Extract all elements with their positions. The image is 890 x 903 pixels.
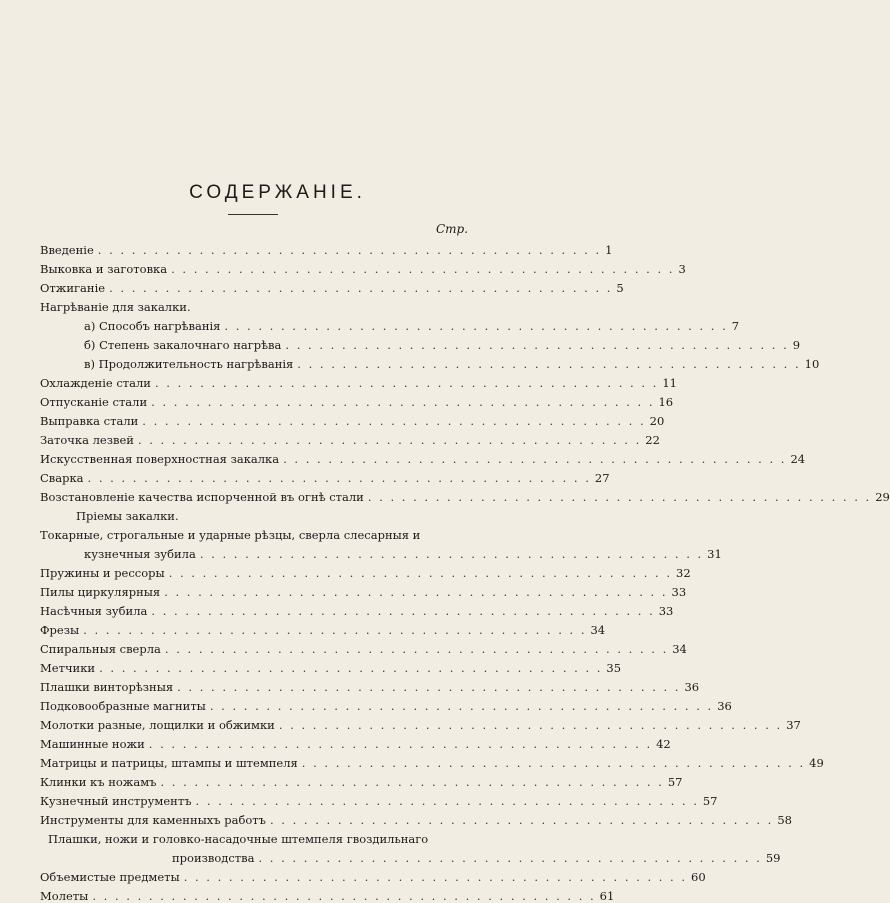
toc-entry: Выправка стали . . . . . . . . . . . . . . . . . . . . . . . . . . . . . . . . . . . . . . . . . . . . . 20 bbox=[40, 414, 665, 428]
toc-entry: Молеты . . . . . . . . . . . . . . . . . . . . . . . . . . . . . . . . . . . . . . . . . . . . . 61 bbox=[40, 889, 615, 903]
toc-entry: Пилы циркулярныя . . . . . . . . . . . . . . . . . . . . . . . . . . . . . . . . . . . . . . . . . . . . . 33 bbox=[40, 585, 687, 599]
toc-entry: б) Степень закалочнаго нагрѣва . . . . . . . . . . . . . . . . . . . . . . . . . . . . . . . . . . . . . . . . . . . . . 9 bbox=[84, 338, 801, 352]
toc-entry: Насѣчныя зубила . . . . . . . . . . . . . . . . . . . . . . . . . . . . . . . . . . . . . . . . . . . . . 33 bbox=[40, 604, 674, 618]
toc-entry: Пружины и рессоры . . . . . . . . . . . . . . . . . . . . . . . . . . . . . . . . . . . . . . . . . . . . . 32 bbox=[40, 566, 691, 580]
title-rule bbox=[228, 214, 278, 215]
toc-entry: Объемистые предметы . . . . . . . . . . . . . . . . . . . . . . . . . . . . . . . . . . . . . . . . . . . . . 60 bbox=[40, 870, 706, 884]
toc-section-heading: Пріемы закалки. bbox=[76, 509, 179, 523]
toc-entry: Клинки къ ножамъ . . . . . . . . . . . . . . . . . . . . . . . . . . . . . . . . . . . . . . . . . . . . . 57 bbox=[40, 775, 683, 789]
toc-entry: Спиральныя сверла . . . . . . . . . . . . . . . . . . . . . . . . . . . . . . . . . . . . . . . . . . . . . 34 bbox=[40, 642, 687, 656]
toc-section-heading: Нагрѣваніе для закалки. bbox=[40, 300, 191, 314]
toc-entry: Искусственная поверхностная закалка . . . . . . . . . . . . . . . . . . . . . . . . . . . . . . . . . . . . . . . . . . . . . 24 bbox=[40, 452, 806, 466]
toc-entry: Отпусканіе стали . . . . . . . . . . . . . . . . . . . . . . . . . . . . . . . . . . . . . . . . . . . . . 16 bbox=[40, 395, 674, 409]
toc-entry-wrapped: Токарные, строгальные и ударные рѣзцы, сверла слесарныя и кузнечныя зубила . . . . . . . . . . . . . . . . . . . . . . . . . . . . . . . . . . . . . . . . . . . . . 31 bbox=[40, 528, 722, 561]
toc-entry: Машинные ножи . . . . . . . . . . . . . . . . . . . . . . . . . . . . . . . . . . . . . . . . . . . . . 42 bbox=[40, 737, 671, 751]
table-of-contents bbox=[40, 238, 890, 903]
toc-entry: Возстановленіе качества испорченной въ огнѣ стали . . . . . . . . . . . . . . . . . . . . . . . . . . . . . . . . . . . . . . . . . . . . . 29 bbox=[40, 490, 890, 504]
page-column-header: Стр. bbox=[436, 222, 469, 236]
toc-entry: Метчики . . . . . . . . . . . . . . . . . . . . . . . . . . . . . . . . . . . . . . . . . . . . . 35 bbox=[40, 661, 622, 675]
toc-entry-wrapped: Плашки, ножи и головко-насадочные штемпеля гвоздильнаго производства . . . . . . . . . . . . . . . . . . . . . . . . . . . . . . . . . . . . . . . . . . . . . 59 bbox=[48, 832, 781, 865]
toc-entry: Кузнечный инструментъ . . . . . . . . . . . . . . . . . . . . . . . . . . . . . . . . . . . . . . . . . . . . . 57 bbox=[40, 794, 718, 808]
toc-entry: Плашки винторѣзныя . . . . . . . . . . . . . . . . . . . . . . . . . . . . . . . . . . . . . . . . . . . . . 36 bbox=[40, 680, 700, 694]
toc-entry: Инструменты для каменныхъ работъ . . . . . . . . . . . . . . . . . . . . . . . . . . . . . . . . . . . . . . . . . . . . . 58 bbox=[40, 813, 792, 827]
toc-entry: Выковка и заготовка . . . . . . . . . . . . . . . . . . . . . . . . . . . . . . . . . . . . . . . . . . . . . 3 bbox=[40, 262, 686, 276]
toc-entry: Заточка лезвей . . . . . . . . . . . . . . . . . . . . . . . . . . . . . . . . . . . . . . . . . . . . . 22 bbox=[40, 433, 660, 447]
toc-entry: а) Способъ нагрѣванія . . . . . . . . . . . . . . . . . . . . . . . . . . . . . . . . . . . . . . . . . . . . . 7 bbox=[84, 319, 740, 333]
toc-entry: Матрицы и патрицы, штампы и штемпеля . . . . . . . . . . . . . . . . . . . . . . . . . . . . . . . . . . . . . . . . . . . . . 49 bbox=[40, 756, 824, 770]
toc-entry: Охлажденіе стали . . . . . . . . . . . . . . . . . . . . . . . . . . . . . . . . . . . . . . . . . . . . . 11 bbox=[40, 376, 677, 390]
toc-entry: Введеніе . . . . . . . . . . . . . . . . . . . . . . . . . . . . . . . . . . . . . . . . . . . . . 1 bbox=[40, 243, 613, 257]
toc-entry: Подковообразные магниты . . . . . . . . . . . . . . . . . . . . . . . . . . . . . . . . . . . . . . . . . . . . . 36 bbox=[40, 699, 732, 713]
toc-entry: Отжиганіе . . . . . . . . . . . . . . . . . . . . . . . . . . . . . . . . . . . . . . . . . . . . . 5 bbox=[40, 281, 624, 295]
toc-entry: в) Продолжительность нагрѣванія . . . . . . . . . . . . . . . . . . . . . . . . . . . . . . . . . . . . . . . . . . . . . 10 bbox=[84, 357, 820, 371]
toc-entry: Молотки разные, лощилки и обжимки . . . . . . . . . . . . . . . . . . . . . . . . . . . . . . . . . . . . . . . . . . . . . 37 bbox=[40, 718, 801, 732]
toc-entry: Сварка . . . . . . . . . . . . . . . . . . . . . . . . . . . . . . . . . . . . . . . . . . . . . 27 bbox=[40, 471, 610, 485]
page-title: СОДЕРЖАНІЕ. bbox=[189, 182, 366, 203]
toc-entry: Фрезы . . . . . . . . . . . . . . . . . . . . . . . . . . . . . . . . . . . . . . . . . . . . . 34 bbox=[40, 623, 606, 637]
